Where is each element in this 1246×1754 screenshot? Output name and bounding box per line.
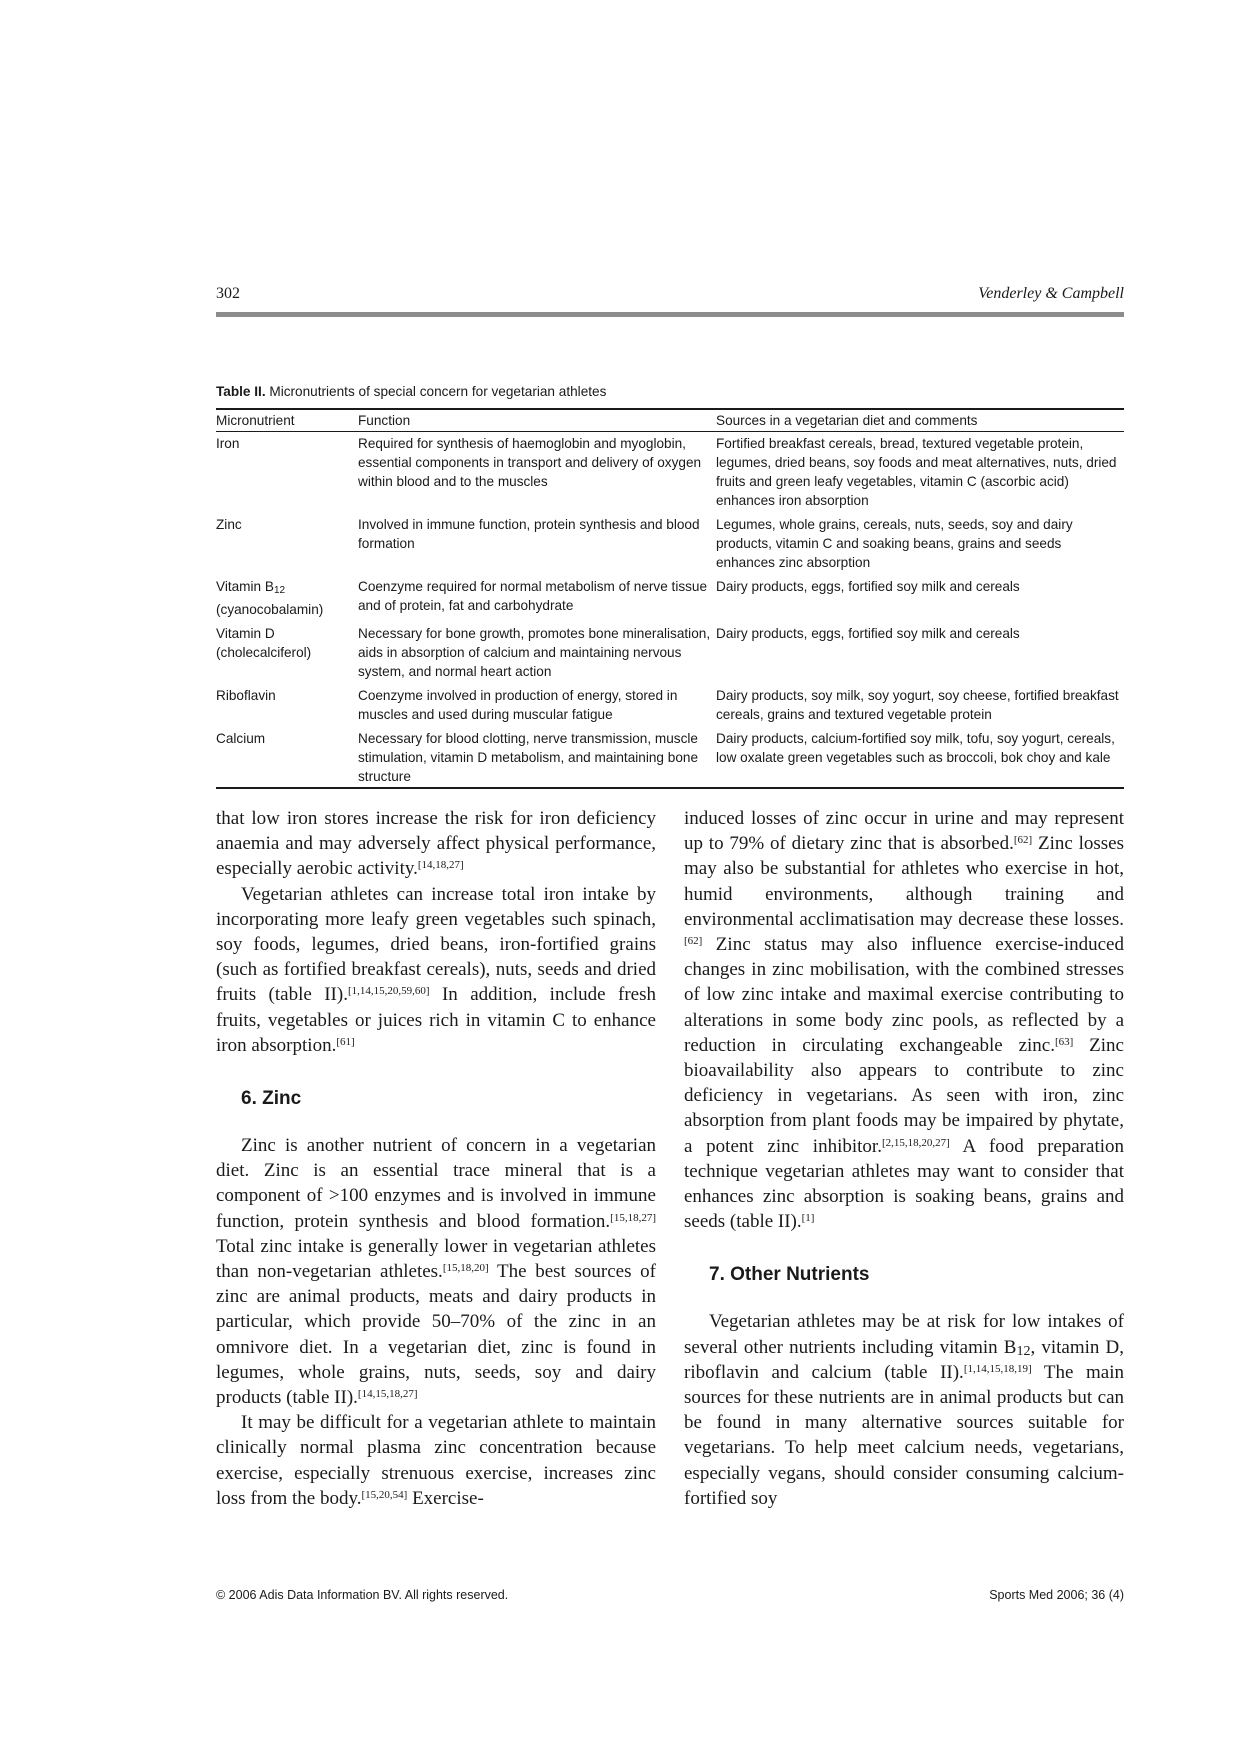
table-header-row <box>216 409 1124 432</box>
cell-function: Required for synthesis of haemoglobin and myoglobin, essential components in transport and delivery of oxygen within blood and to the muscles <box>358 436 702 489</box>
cell-sources: Dairy products, eggs, fortified soy milk and cereals <box>716 579 1020 594</box>
paragraph: Vegetarian athletes may be at risk for low intakes of several other nutrients including vitamin B12, vitamin D, riboflavin and calcium (table II).[1,14,15,18,19] The main sources for these nutrients are in animal products but can be found in many alternative sources suitable for vegetarians. To help meet calcium needs, vegetarians, especially vegans, should consider consuming calcium-fortified soy <box>684 1311 1124 1509</box>
cell-sources: Dairy products, calcium-fortified soy milk, tofu, soy yogurt, cereals, low oxalate green vegetables such as broccoli, bok choy and kale <box>716 731 1115 765</box>
citation: [61] <box>336 1035 355 1048</box>
cell-micronutrient: Iron <box>216 436 240 451</box>
citation: [15,18,20] <box>442 1262 489 1275</box>
cell-sources: Dairy products, soy milk, soy yogurt, soy cheese, fortified breakfast cereals, grains and textured vegetable protein <box>716 688 1119 722</box>
cell-micronutrient: Riboflavin <box>216 688 276 703</box>
paragraph: that low iron stores increase the risk for iron deficiency anaemia and may adversely affect physical performance, especially aerobic activity.[14,18,27] <box>216 808 656 880</box>
cell-function: Coenzyme involved in production of energy, stored in muscles and used during muscular fatigue <box>358 688 678 722</box>
body-column-right <box>684 806 1124 1511</box>
citation: [14,15,18,27] <box>357 1388 418 1401</box>
body-column-left <box>216 806 656 1511</box>
micronutrient-table <box>216 408 1124 789</box>
cell-micronutrient: Calcium <box>216 731 266 746</box>
citation: [2,15,18,20,27] <box>881 1136 950 1149</box>
paragraph: induced losses of zinc occur in urine and may represent up to 79% of dietary zinc that is absorbed.[62] Zinc losses may also be substantial for athletes who exercise in hot, humid environments, although training and environmental acclimatisation may decrease these losses.[62] Zinc status may also influence exercise-induced changes in zinc mobilisation, with the combined stresses of low zinc intake and maximal exercise contributing to alterations in some body zinc pools, as reflected by a reduction in circulating exchangeable zinc.[63] Zinc bioavailability also appears to contribute to zinc deficiency in vegetarians. As seen with iron, zinc absorption from plant foods may be impaired by phytate, a potent zinc inhibitor.[2,15,18,20,27] A food preparation technique vegetarian athletes may want to consider that enhances zinc absorption is soaking beans, grains and seeds (table II).[1] <box>684 808 1125 1233</box>
section-heading-other-nutrients: 7. Other Nutrients <box>709 1264 870 1286</box>
citation: [14,18,27] <box>417 859 464 872</box>
footer-journal: Sports Med 2006; 36 (4) <box>989 1588 1124 1602</box>
header-rule <box>216 312 1124 317</box>
table-row <box>216 624 1124 686</box>
citation: [15,18,27] <box>610 1211 656 1224</box>
cell-micronutrient: Zinc <box>216 517 242 532</box>
cell-sources: Legumes, whole grains, cereals, nuts, seeds, soy and dairy products, vitamin C and soaking beans, grains and seeds enhances zinc absorption <box>716 517 1073 570</box>
section-heading-zinc: 6. Zinc <box>241 1088 302 1110</box>
citation: [1,14,15,20,59,60] <box>347 985 430 998</box>
page-number: 302 <box>216 285 240 302</box>
cell-sources: Fortified breakfast cereals, bread, textured vegetable protein, legumes, dried beans, soy foods and meat alternatives, nuts, dried fruits and green leafy vegetables, vitamin C (ascorbic acid) enhances iron absorption <box>716 436 1117 508</box>
citation: [1] <box>801 1212 815 1225</box>
cell-function: Involved in immune function, protein synthesis and blood formation <box>358 517 700 551</box>
citation: [62] <box>1013 834 1033 847</box>
citation: [15,20,54] <box>361 1488 408 1501</box>
table-row <box>216 577 1124 624</box>
subscript: 12 <box>273 585 286 596</box>
column-header-function: Function <box>358 413 411 428</box>
footer-copyright: © 2006 Adis Data Information BV. All rights reserved. <box>216 1588 509 1602</box>
table-ii <box>216 382 1124 789</box>
cell-function: Coenzyme required for normal metabolism of nerve tissue and of protein, fat and carbohydrate <box>358 579 708 613</box>
cell-function: Necessary for blood clotting, nerve transmission, muscle stimulation, vitamin D metabolism, and maintaining bone structure <box>358 731 699 784</box>
citation: [62] <box>684 935 703 948</box>
paragraph: Vegetarian athletes can increase total iron intake by incorporating more leafy green vegetables such spinach, soy foods, legumes, dried beans, iron-fortified grains (such as fortified breakfast cereals), nuts, seeds and dried fruits (table II).[1,14,15,20,59,60] In addition, include fresh fruits, vegetables or juices rich in vitamin C to enhance iron absorption.[61] <box>216 883 656 1056</box>
paragraph: It may be difficult for a vegetarian athlete to maintain clinically normal plasma zinc concentration because exercise, especially strenuous exercise, increases zinc loss from the body.[15,20,54] Exercise- <box>216 1412 656 1509</box>
table-row <box>216 432 1124 516</box>
column-header-sources: Sources in a vegetarian diet and comments <box>716 413 978 428</box>
cell-sources: Dairy products, eggs, fortified soy milk and cereals <box>716 626 1020 641</box>
running-head-authors: Venderley & Campbell <box>978 285 1124 302</box>
table-row <box>216 515 1124 577</box>
citation: [63] <box>1054 1035 1074 1048</box>
table-caption-label: Table II. <box>216 384 266 399</box>
table-caption <box>216 382 1124 401</box>
cell-micronutrient: Vitamin D (cholecalciferol) <box>216 626 312 660</box>
cell-function: Necessary for bone growth, promotes bone mineralisation, aids in absorption of calcium and maintaining nervous system, and normal heart action <box>358 626 711 679</box>
running-head <box>216 281 1124 309</box>
column-header-micronutrient: Micronutrient <box>216 413 295 428</box>
paragraph: Zinc is another nutrient of concern in a vegetarian diet. Zinc is an essential trace mineral that is a component of >100 enzymes and is involved in immune function, protein synthesis and blood formation.[15,18,27] Total zinc intake is generally lower in vegetarian athletes than non-vegetarian athletes.[15,18,20] The best sources of zinc are animal products, meats and dairy products in particular, which provide 50–70% of the zinc in an omnivore diet. In a vegetarian diet, zinc is found in legumes, whole grains, nuts, seeds, soy and dairy products (table II).[14,15,18,27] <box>216 1135 656 1409</box>
subscript: 12 <box>1016 1343 1031 1359</box>
table-row <box>216 729 1124 788</box>
citation: [1,14,15,18,19] <box>963 1362 1032 1375</box>
table-caption-text: Micronutrients of special concern for vegetarian athletes <box>265 384 607 399</box>
cell-micronutrient: Vitamin B12 (cyanocobalamin) <box>216 579 324 617</box>
table-row <box>216 686 1124 729</box>
